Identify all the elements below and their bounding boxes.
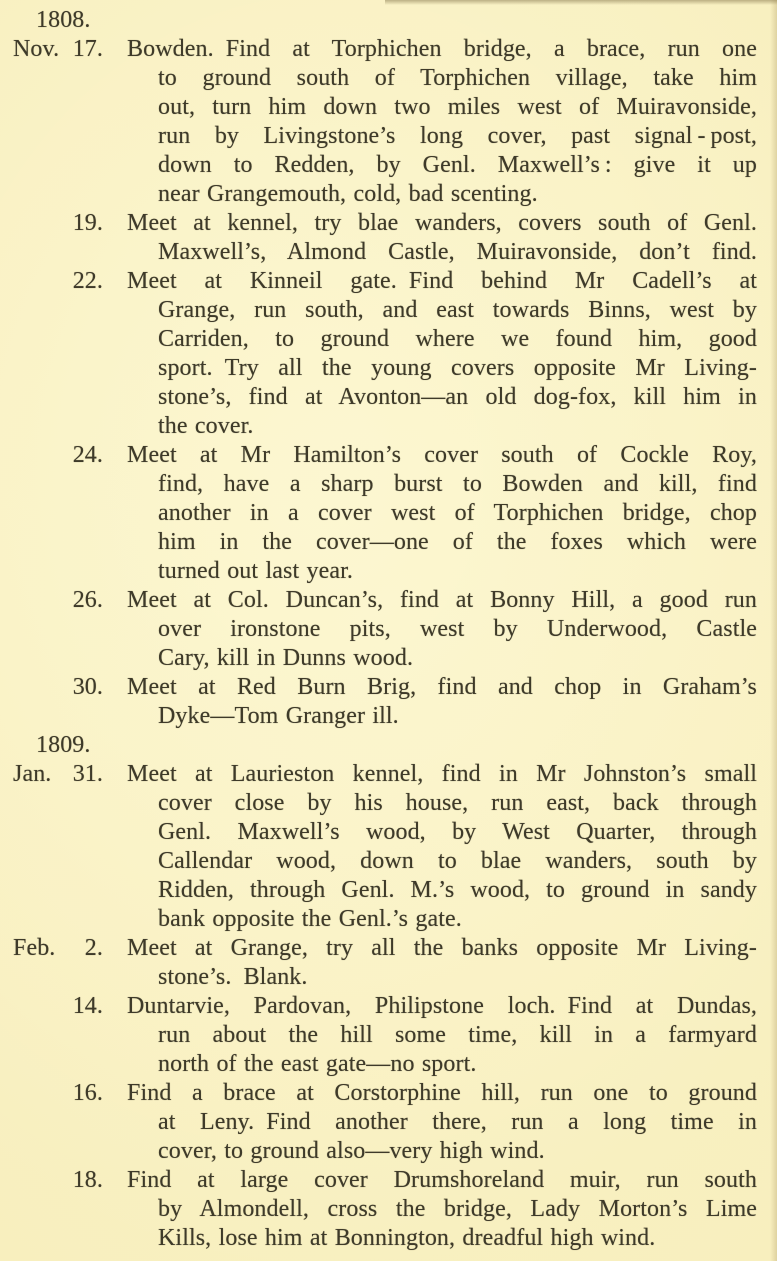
- entry-text: stone’s. Blank.: [158, 964, 308, 990]
- entry-text: another in a cover west of Torphichen bridge, chop: [158, 500, 757, 526]
- entry-line: [0, 992, 777, 1021]
- diary-entry: [0, 586, 777, 673]
- entry-line: [0, 1224, 777, 1253]
- entry-text: Meet at Red Burn Brig, find and chop in Graham’s: [127, 674, 757, 700]
- day-number: 26.: [72, 587, 103, 613]
- entry-line: [0, 934, 777, 963]
- entry-line: [0, 122, 777, 151]
- entry-line: [0, 1050, 777, 1079]
- entry-text: Kills, lose him at Bonnington, dreadful high wind.: [158, 1225, 656, 1251]
- entry-text: Bowden. Find at Torphichen bridge, a brace, run one: [127, 36, 757, 62]
- entry-line: [0, 267, 777, 296]
- month-label: Jan.: [13, 761, 52, 787]
- month-label: Feb.: [13, 935, 56, 961]
- day-number: 31.: [72, 761, 103, 787]
- entry-line: [0, 586, 777, 615]
- day-number: 17.: [72, 36, 103, 62]
- entry-text: out, turn him down two miles west of Muiravonside,: [158, 94, 757, 120]
- entry-text: Meet at kennel, try blae wanders, covers south of Genl.: [127, 210, 757, 236]
- entry-text: Callendar wood, down to blae wanders, south by: [158, 848, 757, 874]
- entry-text: Find at large cover Drumshoreland muir, run south: [127, 1167, 757, 1193]
- entry-text: down to Redden, by Genl. Maxwell’s : give it up: [158, 152, 757, 178]
- entry-text: run by Livingstone’s long cover, past signal - post,: [158, 123, 757, 149]
- entry-text: to ground south of Torphichen village, take him: [158, 65, 757, 91]
- entry-line: [0, 325, 777, 354]
- entry-line: [0, 1137, 777, 1166]
- entry-text: him in the cover—one of the foxes which were: [158, 529, 757, 555]
- entry-text: Meet at Mr Hamilton’s cover south of Cockle Roy,: [127, 442, 757, 468]
- entry-text: Cary, kill in Dunns wood.: [158, 645, 414, 671]
- entry-line: [0, 528, 777, 557]
- day-number: 22.: [72, 268, 103, 294]
- diary-entry: [0, 209, 777, 267]
- diary-entry: [0, 992, 777, 1079]
- entry-text: bank opposite the Genl.’s gate.: [158, 906, 462, 932]
- entry-text: Genl. Maxwell’s wood, by West Quarter, through: [158, 819, 757, 845]
- entry-line: [0, 354, 777, 383]
- entry-text: run about the hill some time, kill in a farmyard: [158, 1022, 757, 1048]
- diary-entry: [0, 267, 777, 441]
- entry-text: find, have a sharp burst to Bowden and kill, find: [158, 471, 757, 497]
- entry-line: [0, 760, 777, 789]
- entry-line: [0, 1021, 777, 1050]
- entry-line: [0, 644, 777, 673]
- entry-line: [0, 180, 777, 209]
- year-label: 1809.: [36, 732, 91, 758]
- entry-line: [0, 702, 777, 731]
- entry-line: [0, 209, 777, 238]
- diary-entry: [0, 441, 777, 586]
- entry-text: north of the east gate—no sport.: [158, 1051, 477, 1077]
- entry-line: [0, 876, 777, 905]
- entry-text: Meet at Grange, try all the banks opposite Mr Living-: [127, 935, 757, 961]
- entry-text: Meet at Laurieston kennel, find in Mr Johnston’s small: [127, 761, 757, 787]
- entry-line: [0, 1108, 777, 1137]
- entry-line: [0, 296, 777, 325]
- entry-text: at Leny. Find another there, run a long time in: [158, 1109, 757, 1135]
- entry-text: Meet at Kinneil gate. Find behind Mr Cadell’s at: [127, 268, 757, 294]
- entry-line: [0, 35, 777, 64]
- entry-line: [0, 789, 777, 818]
- entry-line: [0, 93, 777, 122]
- entry-line: [0, 499, 777, 528]
- diary-entry: [0, 1079, 777, 1166]
- entry-line: [0, 1166, 777, 1195]
- diary-entry: [0, 35, 777, 209]
- day-number: 16.: [72, 1080, 103, 1106]
- entry-line: [0, 1195, 777, 1224]
- entry-line: [0, 905, 777, 934]
- diary-entry: [0, 760, 777, 934]
- entry-text: Dyke—Tom Granger ill.: [158, 703, 399, 729]
- entry-line: [0, 383, 777, 412]
- diary-entry: [0, 934, 777, 992]
- year-heading: [0, 6, 777, 35]
- day-number: 14.: [72, 993, 103, 1019]
- entry-line: [0, 673, 777, 702]
- entry-text: turned out last year.: [158, 558, 353, 584]
- entry-text: sport. Try all the young covers opposite Mr Living-: [158, 355, 757, 381]
- day-number: 24.: [72, 442, 103, 468]
- entry-text: near Grangemouth, cold, bad scenting.: [158, 181, 538, 207]
- entry-line: [0, 615, 777, 644]
- entry-text: Maxwell’s, Almond Castle, Muiravonside, don’t find.: [158, 239, 757, 265]
- entry-text: by Almondell, cross the bridge, Lady Morton’s Lime: [158, 1196, 757, 1222]
- diary-text: [0, 6, 777, 1253]
- entry-text: over ironstone pits, west by Underwood, Castle: [158, 616, 757, 642]
- entry-line: [0, 470, 777, 499]
- entry-text: cover, to ground also—very high wind.: [158, 1138, 545, 1164]
- entry-text: Find a brace at Corstorphine hill, run one to ground: [127, 1080, 757, 1106]
- entry-line: [0, 412, 777, 441]
- entry-line: [0, 64, 777, 93]
- year-heading: [0, 731, 777, 760]
- entry-text: stone’s, find at Avonton—an old dog-fox, kill him in: [158, 384, 757, 410]
- day-number: 2.: [84, 935, 103, 961]
- entry-line: [0, 963, 777, 992]
- month-label: Nov.: [13, 36, 60, 62]
- entry-line: [0, 1079, 777, 1108]
- entry-text: the cover.: [158, 413, 254, 439]
- entry-text: cover close by his house, run east, back through: [158, 790, 757, 816]
- diary-entry: [0, 673, 777, 731]
- day-number: 18.: [72, 1167, 103, 1193]
- entry-line: [0, 238, 777, 267]
- entry-line: [0, 441, 777, 470]
- entry-text: Meet at Col. Duncan’s, find at Bonny Hill, a good run: [127, 587, 757, 613]
- entry-line: [0, 557, 777, 586]
- entry-text: Grange, run south, and east towards Binns, west by: [158, 297, 757, 323]
- entry-line: [0, 151, 777, 180]
- day-number: 30.: [72, 674, 103, 700]
- entry-line: [0, 847, 777, 876]
- day-number: 19.: [72, 210, 103, 236]
- diary-entry: [0, 1166, 777, 1253]
- entry-line: [0, 818, 777, 847]
- entry-text: Carriden, to ground where we found him, good: [158, 326, 757, 352]
- entry-text: Duntarvie, Pardovan, Philipstone loch. Find at Dundas,: [127, 993, 757, 1019]
- entry-text: Ridden, through Genl. M.’s wood, to ground in sandy: [158, 877, 757, 903]
- year-label: 1808.: [36, 7, 91, 33]
